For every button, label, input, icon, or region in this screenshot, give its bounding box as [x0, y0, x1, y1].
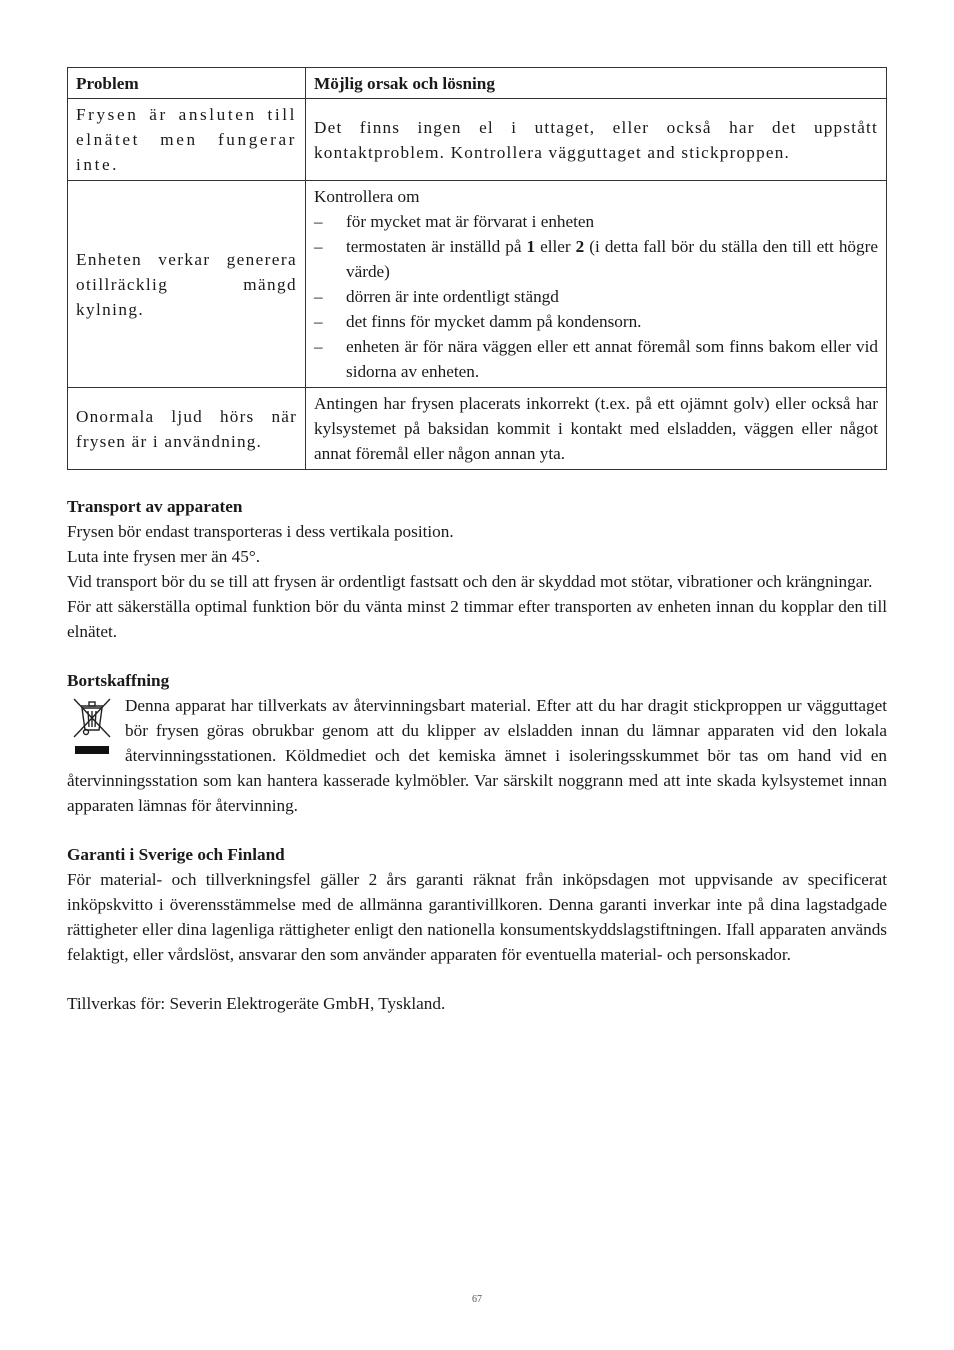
- paragraph: För material- och tillverkningsfel gäller 2 års garanti räknat från inköpsdagen mot uppvisande av specificerat inköpskvitto i överensstämmelse med de allmänna garantivillkoren. Denna garanti inverkar inte på dina lagstadgade rättigheter eller dina lagenliga rättigheter enligt den nationella konsumentskyddslagstiftningen. Ifall apparaten används felaktigt, eller vårdslöst, ansvarar den som använder apparaten för eventuella material- och personskador.: [67, 870, 887, 964]
- table-row: [68, 99, 887, 181]
- list-item: [314, 234, 878, 284]
- column-header-solution: Möjlig orsak och lösning: [306, 68, 887, 99]
- problem-cell: Enheten verkar generera otillräcklig mängd kylning.: [68, 181, 306, 388]
- list-item-text: för mycket mat är förvarat i enheten: [346, 212, 595, 231]
- disposal-text: Denna apparat har tillverkats av återvinningsbart material. Efter att du har dragit stickproppen ur vägguttaget bör frysen göras obrukbar genom att du klipper av elsladden innan du lämnar apparaten vid den lokala återvinningsstationen. Köldmediet och det kemiska ämnet i isoleringsskummet bör tas om hand vid en återvinningsstation som kan hantera kasserade kylmöbler. Var särskilt noggrann med att inte skada kylsystemet innan apparaten lämnas för återvinning.: [67, 696, 887, 815]
- section-heading: Bortskaffning: [67, 671, 170, 690]
- section-heading: Garanti i Sverige och Finland: [67, 845, 285, 864]
- page-number: 67: [472, 1294, 482, 1305]
- list-item-text-post: (i detta fall bör du ställa den till ett högre värde): [346, 237, 878, 281]
- dash-marker: –: [314, 312, 323, 331]
- solution-cell: [306, 181, 887, 388]
- paragraph: Frysen bör endast transporteras i dess vertikala position.: [67, 522, 454, 541]
- paragraph: Vid transport bör du se till att frysen är ordentligt fastsatt och den är skyddad mot stötar, vibrationer och krängningar.: [67, 572, 873, 591]
- page-content: [67, 67, 887, 1016]
- warranty-section: [67, 842, 887, 967]
- table-row: [68, 181, 887, 388]
- list-item-text: dörren är inte ordentligt stängd: [346, 287, 559, 306]
- troubleshooting-table: [67, 67, 887, 470]
- problem-cell: Onormala ljud hörs när frysen är i användning.: [68, 388, 306, 470]
- list-item: [314, 334, 878, 384]
- solution-cell: Antingen har frysen placerats inkorrekt (t.ex. på ett ojämnt golv) eller också har kylsystemet på baksidan kommit i kontakt med elsladden, väggen eller något annat föremål eller någon annan yta.: [306, 388, 887, 470]
- dash-marker: –: [314, 337, 323, 356]
- list-item: [314, 284, 878, 309]
- list-item-text: det finns för mycket damm på kondensorn.: [346, 312, 642, 331]
- list-item-text-mid: eller: [535, 237, 576, 256]
- list-item-text-pre: termostaten är inställd på: [346, 237, 527, 256]
- dash-marker: –: [314, 237, 323, 256]
- solution-cell: Det finns ingen el i uttaget, eller också har det uppstått kontaktproblem. Kontrollera vägguttaget and stickproppen.: [306, 99, 887, 181]
- transport-section: [67, 494, 887, 644]
- problem-cell: Frysen är ansluten till elnätet men fungerar inte.: [68, 99, 306, 181]
- column-header-problem: Problem: [68, 68, 306, 99]
- list-item: [314, 209, 878, 234]
- list-item-text: enheten är för nära väggen eller ett annat föremål som finns bakom eller vid sidorna av enheten.: [346, 337, 878, 381]
- crossed-out-wheelie-bin-icon: [69, 695, 115, 759]
- list-item: [314, 309, 878, 334]
- manufacturer-section: [67, 991, 887, 1016]
- setting-value: 1: [526, 237, 536, 256]
- manufacturer-line: Tillverkas för: Severin Elektrogeräte GmbH, Tyskland.: [67, 994, 446, 1013]
- setting-value: 2: [575, 237, 585, 256]
- section-heading: Transport av apparaten: [67, 497, 243, 516]
- disposal-section: [67, 668, 887, 818]
- disposal-body: [67, 693, 887, 818]
- solution-intro: Kontrollera om: [314, 187, 420, 206]
- paragraph: Luta inte frysen mer än 45°.: [67, 547, 261, 566]
- dash-marker: –: [314, 287, 323, 306]
- paragraph: För att säkerställa optimal funktion bör du vänta minst 2 timmar efter transporten av enheten innan du kopplar den till elnätet.: [67, 597, 887, 641]
- check-list: [314, 209, 878, 384]
- table-header-row: [68, 68, 887, 99]
- dash-marker: –: [314, 212, 323, 231]
- table-row: [68, 388, 887, 470]
